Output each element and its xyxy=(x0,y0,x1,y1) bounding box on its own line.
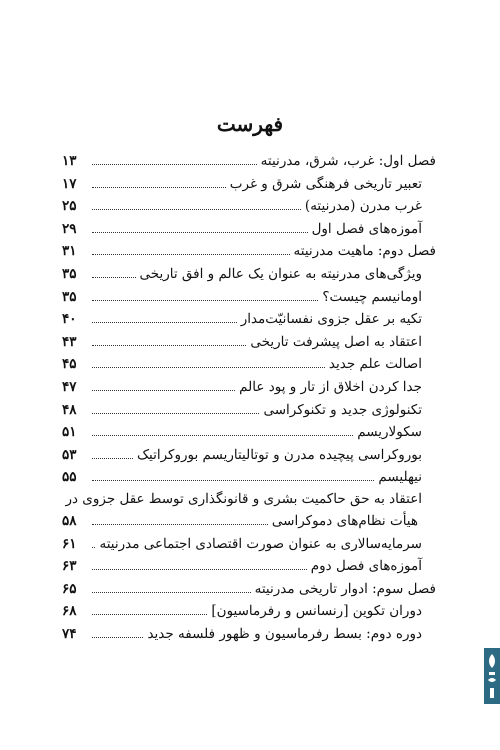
toc-dot-leader xyxy=(92,344,246,346)
toc-dot-leader xyxy=(92,163,257,165)
toc-page-number: ۴۰ xyxy=(62,311,77,328)
toc-entry xyxy=(62,533,436,556)
toc-entry xyxy=(62,510,436,533)
publisher-logo-icon xyxy=(484,648,500,704)
toc-page-number: ۵۵ xyxy=(62,469,77,486)
toc-entry xyxy=(62,173,436,196)
toc-entry-title: غرب مدرن (مدرنیته) xyxy=(304,198,422,215)
toc-entry xyxy=(62,263,436,286)
toc-dot-leader xyxy=(92,299,318,301)
toc-entry xyxy=(62,353,436,376)
toc-entry-title: آموزه‌های فصل دوم xyxy=(310,558,422,575)
toc-entry xyxy=(62,286,436,309)
toc-entry-title: سرمایه‌سالاری به عنوان صورت اقتصادی اجتماعی مدرنیته xyxy=(99,535,422,552)
toc-dot-leader xyxy=(92,366,325,368)
toc-entry xyxy=(62,578,436,601)
toc-dot-leader xyxy=(92,253,290,255)
toc-page-number: ۶۸ xyxy=(62,603,77,620)
toc-entry xyxy=(62,150,436,173)
toc-entry xyxy=(62,555,436,578)
toc-dot-leader xyxy=(92,457,133,459)
toc-page-number: ۶۳ xyxy=(62,558,77,575)
toc-page-number: ۲۹ xyxy=(62,220,77,237)
toc-entry-title: تکنولوژی جدید و تکنوکراسی xyxy=(263,401,422,418)
toc-entry xyxy=(62,218,436,241)
toc-entry-title: تکیه بر عقل جزوی نفسانیّت‌مدار xyxy=(240,311,422,328)
toc-page-number: ۴۷ xyxy=(62,378,77,395)
toc-entry-title: اومانیسم چیست؟ xyxy=(322,288,422,305)
toc-dot-leader xyxy=(92,231,308,233)
toc-entry-title: دوران تکوین [رنسانس و رفرماسیون] xyxy=(211,603,422,620)
toc-entry xyxy=(62,421,436,444)
toc-entry xyxy=(62,623,436,646)
toc-dot-leader xyxy=(92,591,251,593)
page-title: فهرست xyxy=(216,112,284,136)
toc-page-number: ۳۵ xyxy=(62,288,77,305)
toc-entry-title: اعتقاد به حق حاکمیت بشری و قانونگذاری توسط عقل جزوی در xyxy=(65,490,422,507)
toc-dot-leader xyxy=(92,546,95,548)
toc-entry xyxy=(62,308,436,331)
toc-entry-title: نیهلیسم xyxy=(378,469,422,486)
toc-entry-title: هیأت نظام‌های دموکراسی xyxy=(271,512,418,529)
toc-entry-title: ویژگی‌های مدرنیته به عنوان یک عالم و افق تاریخی xyxy=(139,265,422,282)
toc-entry-title: تعبیر تاریخی فرهنگی شرق و غرب xyxy=(229,175,422,192)
toc-page-number: ۱۷ xyxy=(62,175,77,192)
toc-dot-leader xyxy=(92,412,259,414)
toc-entry-title: آموزه‌های فصل اول xyxy=(311,220,422,237)
toc-dot-leader xyxy=(92,434,353,436)
toc-page-number: ۴۵ xyxy=(62,356,77,373)
toc-entry-title: فصل دوم: ماهیت مدرنیته xyxy=(293,243,436,260)
toc-entry-title: جدا کردن اخلاق از تار و پود عالم xyxy=(239,378,422,395)
toc-entry xyxy=(62,376,436,399)
toc-page-number: ۶۵ xyxy=(62,580,77,597)
toc-page-number: ۷۴ xyxy=(62,625,77,642)
toc-entry-title: اعتقاد به اصل پیشرفت تاریخی xyxy=(250,333,422,350)
toc-entry-title: سکولاریسم xyxy=(357,424,422,441)
toc-entry-title: بوروکراسی پیچیده مدرن و توتالیتاریسم بوروکراتیک xyxy=(136,446,422,463)
toc-dot-leader xyxy=(92,186,226,188)
toc-page-number: ۳۱ xyxy=(62,243,77,260)
toc-entry xyxy=(62,195,436,218)
toc-entry-title: دوره دوم: بسط رفرماسیون و ظهور فلسفه جدید xyxy=(147,625,422,642)
toc-dot-leader xyxy=(92,389,235,391)
toc-page-number: ۶۱ xyxy=(62,535,77,552)
toc-entry xyxy=(62,240,436,263)
toc-page-number: ۴۳ xyxy=(62,333,77,350)
toc-entry xyxy=(62,600,436,623)
toc-entry-title: فصل اول: غرب، شرق، مدرنیته xyxy=(260,153,436,169)
toc-page-number: ۱۳ xyxy=(62,153,77,169)
toc-page-number: ۵۳ xyxy=(62,446,77,463)
toc-entry xyxy=(62,466,436,489)
toc-dot-leader xyxy=(92,613,207,615)
toc-dot-leader xyxy=(92,479,374,481)
toc-dot-leader xyxy=(92,523,268,525)
toc-dot-leader xyxy=(92,568,307,570)
toc-entry xyxy=(62,489,436,510)
toc-page-number: ۵۱ xyxy=(62,424,77,441)
toc-dot-leader xyxy=(92,321,237,323)
toc-entry xyxy=(62,331,436,354)
toc-page-number: ۲۵ xyxy=(62,198,77,215)
toc-dot-leader xyxy=(92,276,136,278)
toc-entry xyxy=(62,399,436,422)
toc-entry-title: اصالت علم جدید xyxy=(328,356,422,373)
toc-entry xyxy=(62,444,436,467)
toc-dot-leader xyxy=(92,636,143,638)
toc-dot-leader xyxy=(92,208,301,210)
toc-page-number: ۴۸ xyxy=(62,401,77,418)
toc-page-number: ۵۸ xyxy=(62,512,77,529)
toc-page-number: ۳۵ xyxy=(62,265,77,282)
table-of-contents xyxy=(62,150,436,645)
toc-entry-title: فصل سوم: ادوار تاریخی مدرنیته xyxy=(254,580,436,597)
